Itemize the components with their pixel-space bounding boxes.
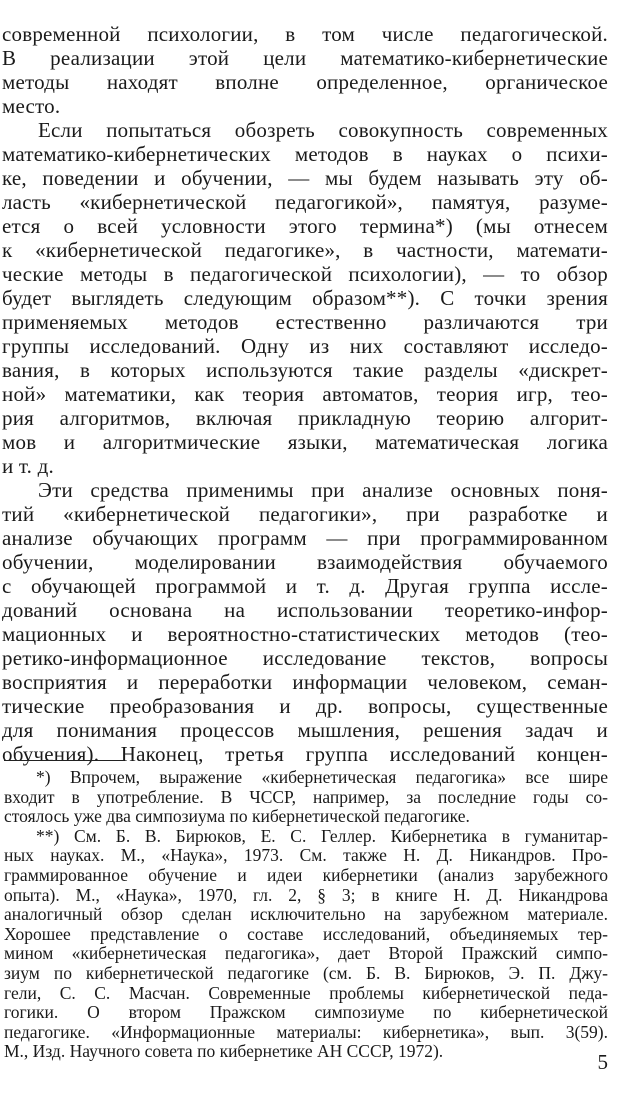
footnote-divider <box>4 760 124 761</box>
text-line: вания, в которых используются такие разделы «дискрет- <box>2 358 608 382</box>
page-number: 5 <box>597 1050 608 1074</box>
footnote-line: педагогике. «Информационные материалы: кибернетика», вып. 3(59). <box>4 1021 608 1042</box>
text-line: рия алгоритмов, включая прикладную теорию алгорит- <box>2 406 608 430</box>
text-line: ется о всей условности этого термина*) (мы отнесем <box>2 214 608 238</box>
text-line: мационных и вероятностно-статистических методов (тео- <box>2 622 608 646</box>
text-line: Эти средства применимы при анализе основных поня- <box>38 478 608 502</box>
text-line: к «кибернетической педагогике», в частности, математи- <box>2 238 608 262</box>
text-line: математико-кибернетических методов в науках о психи- <box>2 142 608 166</box>
text-line: современной психологии, в том числе педагогической. <box>2 22 608 46</box>
text-line: группы исследований. Одну из них составляют исследо- <box>2 334 608 358</box>
text-line: восприятия и переработки информации человеком, семан- <box>2 670 608 694</box>
paragraph <box>2 478 608 766</box>
footnote-line: опыта). М., «Наука», 1970, гл. 2, § 3; в книге Н. Д. Никандрова <box>4 884 608 905</box>
text-line: ласть «кибернетической педагогикой», памятуя, разуме- <box>2 190 608 214</box>
text-line: ке, поведении и обучении, — мы будем называть эту об- <box>2 166 608 190</box>
text-line: дований основана на использовании теоретико-инфор- <box>2 598 608 622</box>
footnote-line: мином «кибернетическая педагогика», дает Второй Пражский симпо- <box>4 943 608 964</box>
footnote-line: ных науках. М., «Наука», 1973. См. также Н. Д. Никандров. Про- <box>4 845 608 866</box>
text-line: ной» математики, как теория автоматов, теория игр, тео- <box>2 382 608 406</box>
text-line: методы находят вполне определенное, органическое <box>2 70 608 94</box>
footnote-line: **) См. Б. В. Бирюков, Е. С. Геллер. Кибернетика в гуманитар- <box>36 825 608 846</box>
footnote-line: гели, С. С. Масчан. Современные проблемы кибернетической педа- <box>4 982 608 1003</box>
text-line: Если попытаться обозреть совокупность современных <box>38 118 608 142</box>
text-line: и т. д. <box>2 454 54 478</box>
footnote-line: зиум по кибернетической педагогике (см. Б. В. Бирюков, Э. П. Джу- <box>4 962 608 983</box>
footnote-line: граммированное обучение и идеи кибернетики (анализ зарубежного <box>4 864 608 885</box>
footnote <box>4 827 608 1062</box>
footnote-line: стоялось уже два симпозиума по кибернетической педагогике. <box>4 806 470 827</box>
text-line: для понимания процессов мышления, решения задач и <box>2 718 608 742</box>
text-line: обучении, моделировании взаимодействия обучаемого <box>2 550 608 574</box>
text-line: будет выглядеть следующим образом**). С точки зрения <box>2 286 608 310</box>
text-line: ретико-информационное исследование текстов, вопросы <box>2 646 608 670</box>
text-line: обучения). Наконец, третья группа исследований концен- <box>2 742 608 766</box>
text-line: тические преобразования и др. вопросы, существенные <box>2 694 608 718</box>
footnote-line: аналогичный обзор сделан исключительно на зарубежном материале. <box>4 904 608 925</box>
text-line: мов и алгоритмические языки, математическая логика <box>2 430 608 454</box>
paragraph <box>2 22 608 118</box>
footnote-line: входит в употребление. В ЧССР, например, за последние годы со- <box>4 786 608 807</box>
footnote-line: гогики. О втором Пражском симпозиуме по кибернетической <box>4 1002 608 1023</box>
main-text <box>2 22 608 766</box>
paragraph <box>2 118 608 478</box>
text-line: место. <box>2 94 61 118</box>
text-line: В реализации этой цели математико-кибернетические <box>2 46 608 70</box>
text-line: тий «кибернетической педагогики», при разработке и <box>2 502 608 526</box>
text-line: ческие методы в педагогической психологии), — то обзор <box>2 262 608 286</box>
text-line: применяемых методов естественно различаются три <box>2 310 608 334</box>
text-line: анализе обучающих программ — при программированном <box>2 526 608 550</box>
footnotes <box>4 768 608 1062</box>
footnote-line: М., Изд. Научного совета по кибернетике АН СССР, 1972). <box>4 1041 444 1062</box>
footnote-line: *) Впрочем, выражение «кибернетическая педагогика» все шире <box>36 767 608 787</box>
footnote <box>4 768 608 827</box>
text-line: с обучающей программой и т. д. Другая группа иссле- <box>2 574 608 598</box>
footnote-line: Хорошее представление о составе исследований, объединяемых тер- <box>4 923 608 944</box>
